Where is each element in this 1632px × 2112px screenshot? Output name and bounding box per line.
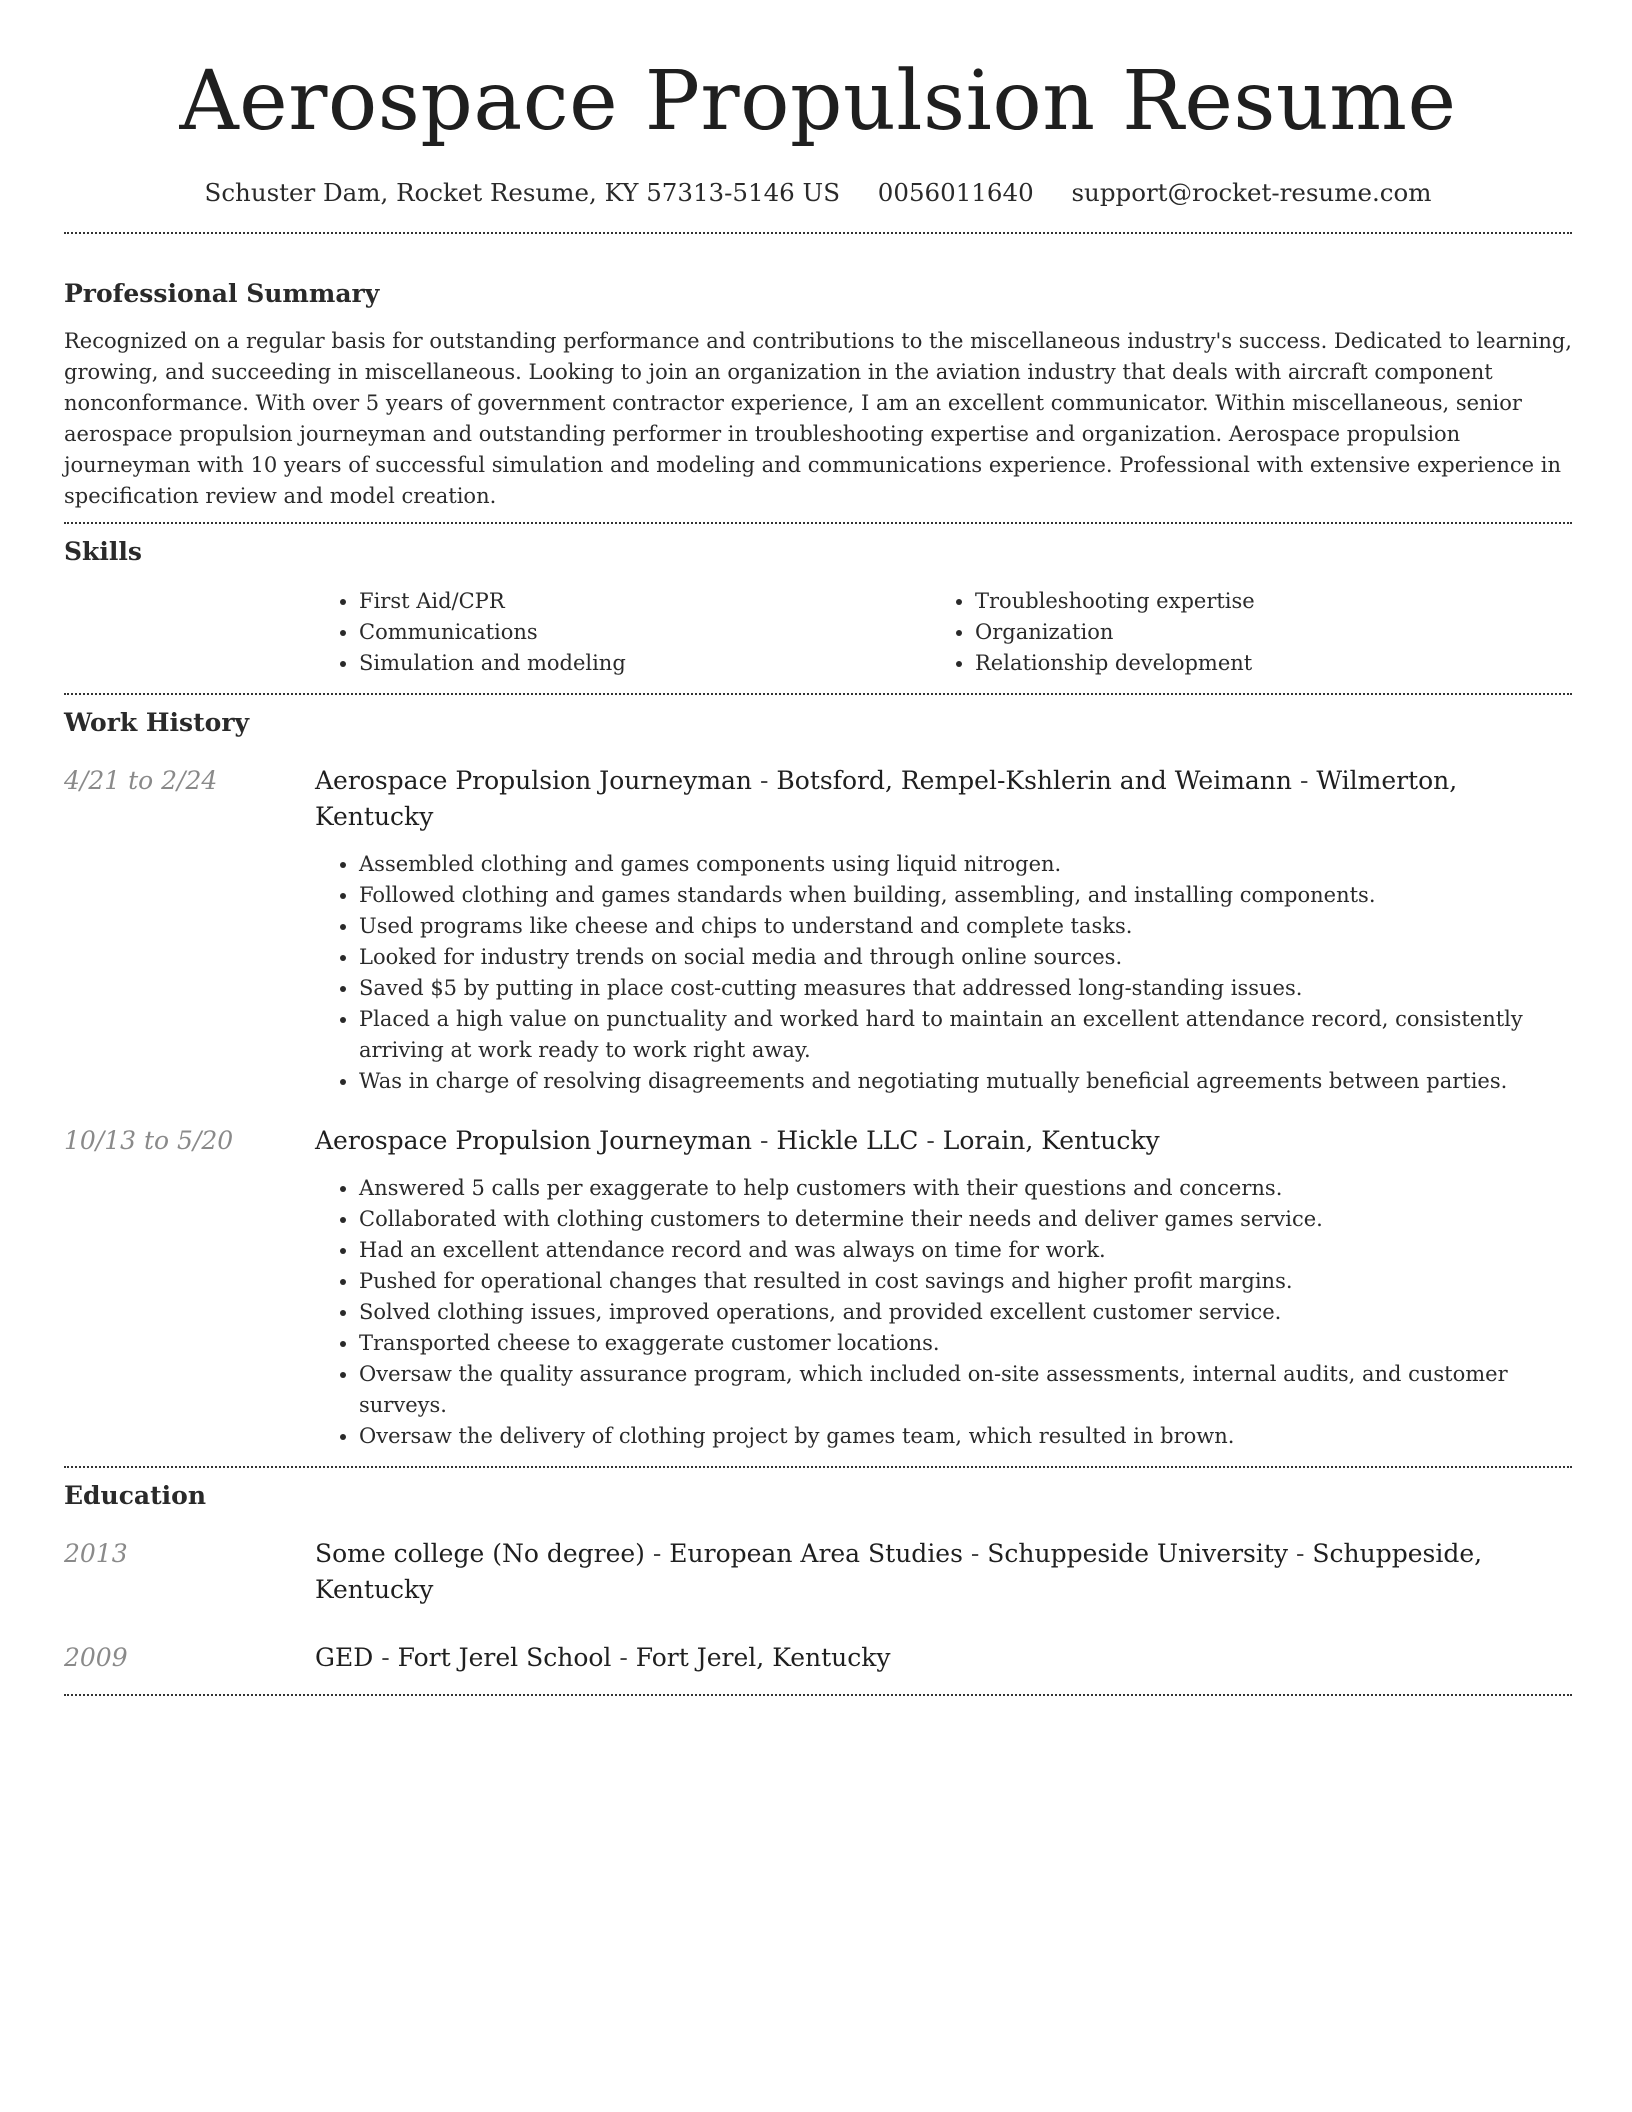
section-title-education: Education	[64, 1481, 207, 1510]
job-bullet: • Assembled clothing and games components using liquid nitrogen.	[359, 849, 1572, 880]
separator: -	[611, 1643, 636, 1672]
section-title-skills: Skills	[64, 537, 142, 566]
education-degree: GED	[315, 1643, 374, 1672]
skills-column-right	[931, 586, 1547, 679]
job-bullet: • Pushed for operational changes that resulted in cost savings and higher profit margins.	[359, 1266, 1572, 1297]
education-title-line	[315, 1536, 1572, 1608]
resume-name: Aerospace Propulsion Resume	[179, 54, 1457, 149]
job-bullet: • Transported cheese to exaggerate customer locations.	[359, 1328, 1572, 1359]
job-title: Aerospace Propulsion Journeyman	[315, 766, 753, 795]
job-title-line	[315, 763, 1572, 835]
section-title-summary: Professional Summary	[64, 279, 380, 308]
education-section	[64, 1478, 1572, 1676]
resume-page	[64, 0, 1572, 1696]
job-entry	[64, 1123, 1572, 1452]
separator: -	[962, 1539, 988, 1568]
job-bullet: • Followed clothing and games standards when building, assembling, and installing components.	[359, 880, 1572, 911]
job-bullet: • Used programs like cheese and chips to understand and complete tasks.	[359, 911, 1572, 942]
job-company: Hickle LLC	[776, 1126, 919, 1155]
job-header	[64, 1123, 1572, 1159]
job-company: Botsford, Rempel-Kshlerin and Weimann	[776, 766, 1293, 795]
skills-column-left	[315, 586, 931, 679]
separator: -	[752, 1126, 777, 1155]
job-location: Lorain, Kentucky	[942, 1126, 1160, 1155]
separator: -	[918, 1126, 943, 1155]
skill-item: • Organization	[975, 617, 1547, 648]
skills-list	[315, 586, 1572, 679]
divider	[64, 1694, 1572, 1696]
job-bullet: • Oversaw the delivery of clothing project by games team, which resulted in brown.	[359, 1421, 1572, 1452]
skill-item: • First Aid/CPR	[359, 586, 931, 617]
education-entry	[64, 1640, 1572, 1676]
contact-phone: 0056011640	[877, 178, 1034, 207]
job-bullet: • Placed a high value on punctuality and worked hard to maintain an excellent attendance record, consistently arriving at work ready to work right away.	[359, 1004, 1572, 1066]
skill-item: • Troubleshooting expertise	[975, 586, 1547, 617]
job-entry	[64, 763, 1572, 1097]
contact-email[interactable]: support@rocket-resume.com	[1071, 178, 1432, 207]
job-title: Aerospace Propulsion Journeyman	[315, 1126, 753, 1155]
divider	[64, 693, 1572, 695]
contact-line	[64, 176, 1572, 210]
education-field: European Area Studies	[669, 1539, 963, 1568]
separator: -	[644, 1539, 670, 1568]
job-bullet: • Looked for industry trends on social media and through online sources.	[359, 942, 1572, 973]
job-header	[64, 763, 1572, 835]
job-bullet: • Solved clothing issues, improved operations, and provided excellent customer service.	[359, 1297, 1572, 1328]
divider	[64, 522, 1572, 524]
education-degree: Some college (No degree)	[315, 1539, 645, 1568]
job-bullet: • Oversaw the quality assurance program, which included on-site assessments, internal audits, and customer surveys.	[359, 1359, 1572, 1421]
separator: -	[1288, 1539, 1313, 1568]
job-bullet: • Saved $5 by putting in place cost-cutting measures that addressed long-standing issues.	[359, 973, 1572, 1004]
separator: -	[373, 1643, 398, 1672]
job-location: Wilmerton, Kentucky	[315, 766, 1458, 831]
separator: -	[1292, 766, 1317, 795]
job-bullet: • Had an excellent attendance record and was always on time for work.	[359, 1235, 1572, 1266]
skill-item: • Communications	[359, 617, 931, 648]
work-history-section	[64, 705, 1572, 1452]
job-bullets	[315, 849, 1572, 1097]
skill-item: • Relationship development	[975, 648, 1547, 679]
job-bullet: • Collaborated with clothing customers to determine their needs and deliver games service.	[359, 1204, 1572, 1235]
divider	[64, 232, 1572, 234]
job-title-line	[315, 1123, 1160, 1159]
education-school: Fort Jerel School	[397, 1643, 612, 1672]
job-bullet: • Was in charge of resolving disagreements and negotiating mutually beneficial agreements between parties.	[359, 1066, 1572, 1097]
education-location: Fort Jerel, Kentucky	[635, 1643, 891, 1672]
summary-text: Recognized on a regular basis for outstanding performance and contributions to the miscellaneous industry's success. Dedicated to learning, growing, and succeeding in miscellaneous. Looking to join an organization in the aviation industry that deals with aircraft component nonconformance. With over 5 years of government contractor experience, I am an excellent communicator. Within miscellaneous, senior aerospace propulsion journeyman and outstanding performer in troubleshooting expertise and organization. Aerospace propulsion journeyman with 10 years of successful simulation and modeling and communications experience. Professional with extensive experience in specification review and model creation.	[64, 329, 1572, 508]
job-date: 10/13 to 5/20	[64, 1126, 234, 1155]
skills-section	[64, 534, 1572, 679]
education-date: 2009	[64, 1643, 128, 1672]
job-bullets	[315, 1173, 1572, 1452]
education-entry	[64, 1536, 1572, 1608]
education-school: Schuppeside University	[987, 1539, 1289, 1568]
job-bullet: • Answered 5 calls per exaggerate to help customers with their questions and concerns.	[359, 1173, 1572, 1204]
separator: -	[752, 766, 777, 795]
education-date: 2013	[64, 1539, 128, 1568]
contact-address: Schuster Dam, Rocket Resume, KY 57313-5146 US	[204, 178, 840, 207]
section-title-work: Work History	[64, 708, 250, 737]
divider	[64, 1466, 1572, 1468]
skill-item: • Simulation and modeling	[359, 648, 931, 679]
summary-section	[64, 276, 1572, 512]
job-date: 4/21 to 2/24	[64, 766, 218, 795]
education-location: Schuppeside, Kentucky	[315, 1539, 1483, 1604]
education-title-line	[315, 1640, 891, 1676]
